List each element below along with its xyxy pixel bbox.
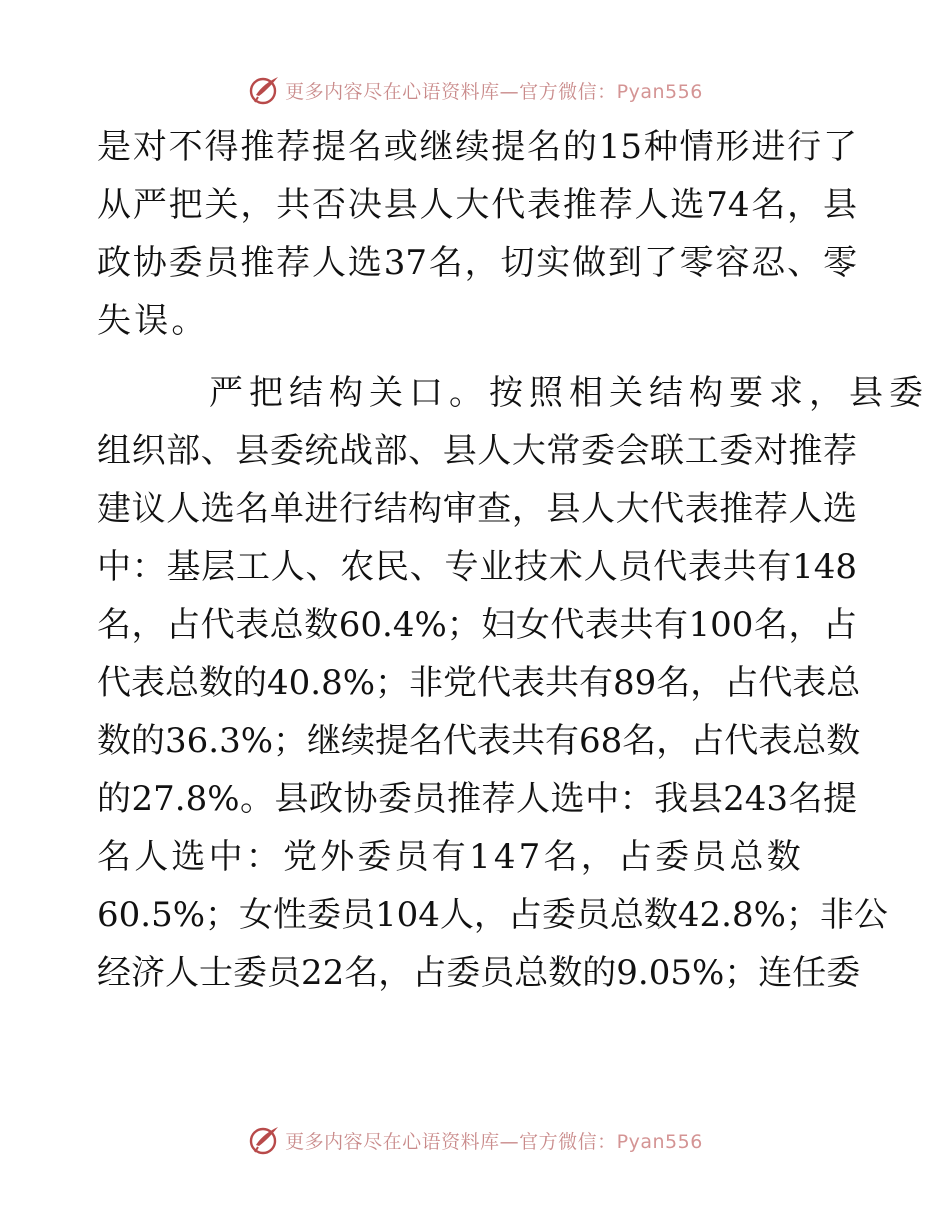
document-body bbox=[97, 118, 929, 1002]
text-line: 的27.8%。县政协委员推荐人选中：我县243名提 bbox=[97, 779, 857, 819]
text-line: 名人选中：党外委员有147名，占委员总数 bbox=[97, 837, 804, 877]
text-line: 建议人选名单进行结构审查，县人大代表推荐人选 bbox=[97, 489, 857, 529]
header-watermark bbox=[0, 70, 950, 110]
text-line: 从严把关，共否决县人大代表推荐人选74名，县 bbox=[97, 185, 857, 225]
watermark-text: 更多内容尽在心语资料库—官方微信： bbox=[285, 1130, 617, 1153]
text-line: 代表总数的40.8%；非党代表共有89名，占代表总 bbox=[97, 663, 861, 703]
text-line: 政协委员推荐人选37名，切实做到了零容忍、零 bbox=[97, 243, 857, 283]
text-line: 组织部、县委统战部、县人大常委会联工委对推荐 bbox=[97, 431, 857, 471]
quill-circle-logo-icon bbox=[247, 73, 281, 107]
watermark-wechat-id: Pyan556 bbox=[616, 80, 703, 103]
paragraph-1 bbox=[97, 118, 857, 350]
text-line: 数的36.3%；继续提名代表共有68名，占代表总数 bbox=[97, 721, 861, 761]
quill-circle-logo-icon bbox=[247, 1123, 281, 1157]
text-line: 60.5%；女性委员104人，占委员总数42.8%；非公 bbox=[97, 895, 888, 935]
watermark-text: 更多内容尽在心语资料库—官方微信： bbox=[285, 80, 617, 103]
text-line: 是对不得推荐提名或继续提名的15种情形进行了 bbox=[97, 127, 857, 167]
text-line: 名，占代表总数60.4%；妇女代表共有100名，占 bbox=[97, 605, 857, 645]
watermark-wechat-id: Pyan556 bbox=[616, 1130, 703, 1153]
footer-watermark bbox=[0, 1120, 950, 1160]
text-line: 失误。 bbox=[97, 301, 209, 341]
text-line-indented: 严把结构关口。按照相关结构要求，县委 bbox=[209, 373, 929, 413]
paragraph-2 bbox=[97, 364, 929, 1002]
text-line: 中：基层工人、农民、专业技术人员代表共有148 bbox=[97, 547, 857, 587]
text-line: 经济人士委员22名，占委员总数的9.05%；连任委 bbox=[97, 953, 861, 993]
